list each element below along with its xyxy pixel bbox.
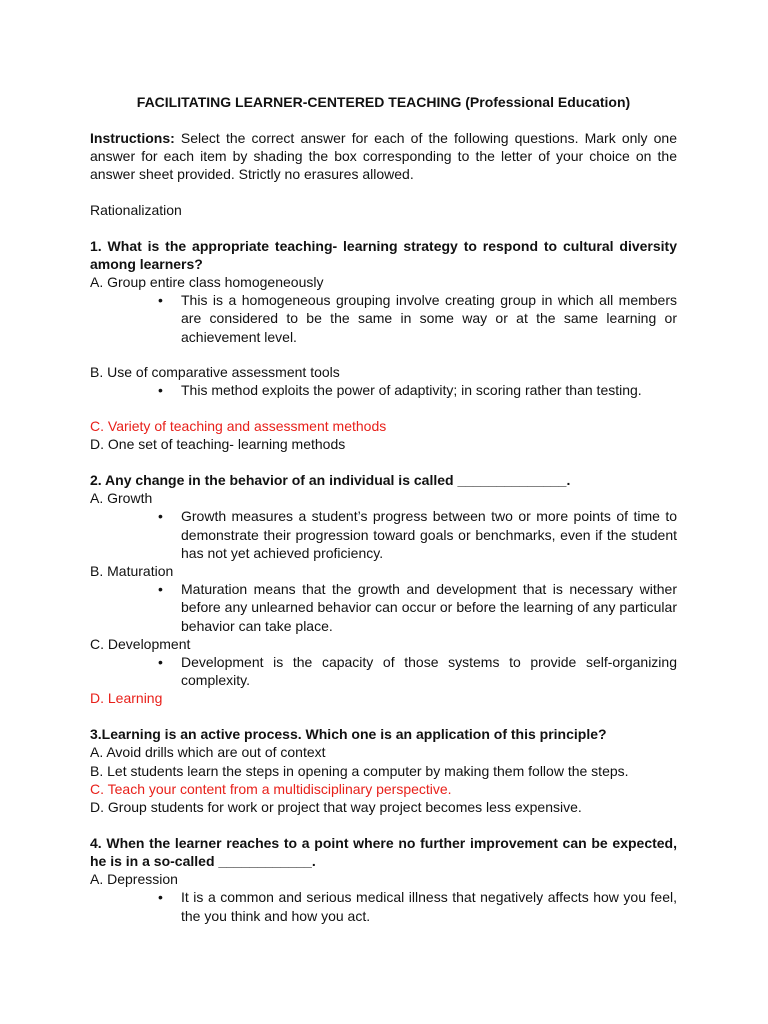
option-a: A. Depression bbox=[90, 871, 178, 888]
option-d: D. Group students for work or project that way project becomes less expensive. bbox=[90, 799, 582, 815]
option-c-correct-answer: C. Variety of teaching and assessment methods bbox=[90, 418, 387, 435]
bullet-icon: • bbox=[158, 508, 163, 525]
rationale-item bbox=[90, 291, 677, 346]
bullet-icon: • bbox=[158, 581, 163, 598]
rationale-list bbox=[90, 381, 677, 399]
rationale-item bbox=[90, 653, 677, 689]
rationale-text: Development is the capacity of those systems to provide self-organizing complexity. bbox=[181, 654, 677, 689]
rationale-list bbox=[90, 580, 677, 635]
option-d: D. One set of teaching- learning methods bbox=[90, 436, 346, 453]
question-2 bbox=[90, 471, 677, 708]
rationale-text: This is a homogeneous grouping involve creating group in which all members are considered to be the same in some way or at the same learning or achievement level. bbox=[181, 292, 677, 345]
spacer bbox=[90, 816, 677, 834]
instructions-label: Instructions: bbox=[90, 129, 175, 146]
question-text: 3.Learning is an active process. Which one is an application of this principle? bbox=[90, 726, 607, 743]
spacer bbox=[90, 346, 677, 364]
bullet-icon: • bbox=[158, 382, 163, 399]
spacer bbox=[90, 219, 677, 237]
option-c-correct-answer: C. Teach your content from a multidisciplinary perspective. bbox=[90, 780, 452, 797]
rationale-list bbox=[90, 888, 677, 924]
question-3 bbox=[90, 725, 677, 816]
rationale-list bbox=[90, 291, 677, 346]
rationale-item bbox=[90, 888, 677, 924]
question-text: 4. When the learner reaches to a point where no further improvement can be expected, he is in a so-called ____________. bbox=[90, 834, 677, 869]
rationale-text: This method exploits the power of adaptivity; in scoring rather than testing. bbox=[181, 382, 642, 399]
question-text: 2. Any change in the behavior of an individual is called ______________. bbox=[90, 472, 571, 489]
spacer bbox=[90, 454, 677, 472]
question-1 bbox=[90, 237, 677, 454]
rationale-list bbox=[90, 653, 677, 689]
rationale-text: Maturation means that the growth and development that is necessary wither before any unlearned behavior can occur or before the learning of any particular behavior can take place. bbox=[181, 581, 677, 634]
rationale-list bbox=[90, 507, 677, 562]
question-text: 1. What is the appropriate teaching- learning strategy to respond to cultural diversity among learners? bbox=[90, 237, 677, 272]
rationale-item bbox=[90, 580, 677, 635]
option-a: A. Growth bbox=[90, 490, 153, 507]
instructions-paragraph bbox=[90, 129, 677, 184]
option-a: A. Group entire class homogeneously bbox=[90, 273, 324, 290]
option-d-correct-answer: D. Learning bbox=[90, 690, 163, 707]
option-b: B. Use of comparative assessment tools bbox=[90, 364, 340, 381]
option-a: A. Avoid drills which are out of context bbox=[90, 744, 326, 761]
bullet-icon: • bbox=[158, 889, 163, 906]
rationale-text: It is a common and serious medical illness that negatively affects how you feel, the you think and how you act. bbox=[181, 889, 677, 924]
spacer bbox=[90, 183, 677, 201]
option-b: B. Let students learn the steps in opening a computer by making them follow the steps. bbox=[90, 762, 629, 779]
bullet-icon: • bbox=[158, 654, 163, 671]
document-title: FACILITATING LEARNER-CENTERED TEACHING (Professional Education) bbox=[136, 94, 631, 110]
option-b: B. Maturation bbox=[90, 563, 174, 580]
instructions-text: Select the correct answer for each of the following questions. Mark only one answer for each item by shading the box corresponding to the letter of your choice on the answer sheet provided. Strictly no erasures allowed. bbox=[90, 129, 677, 183]
spacer bbox=[90, 111, 677, 129]
option-c: C. Development bbox=[90, 635, 191, 652]
spacer bbox=[90, 400, 677, 418]
question-4 bbox=[90, 834, 677, 925]
rationale-text: Growth measures a student’s progress between two or more points of time to demonstrate their progression toward goals or benchmarks, even if the student has not yet achieved proficiency. bbox=[181, 508, 677, 561]
spacer bbox=[90, 708, 677, 726]
rationale-item bbox=[90, 507, 677, 562]
document-body bbox=[90, 93, 677, 925]
section-label: Rationalization bbox=[90, 201, 182, 218]
bullet-icon: • bbox=[158, 292, 163, 309]
rationale-item bbox=[90, 381, 677, 399]
